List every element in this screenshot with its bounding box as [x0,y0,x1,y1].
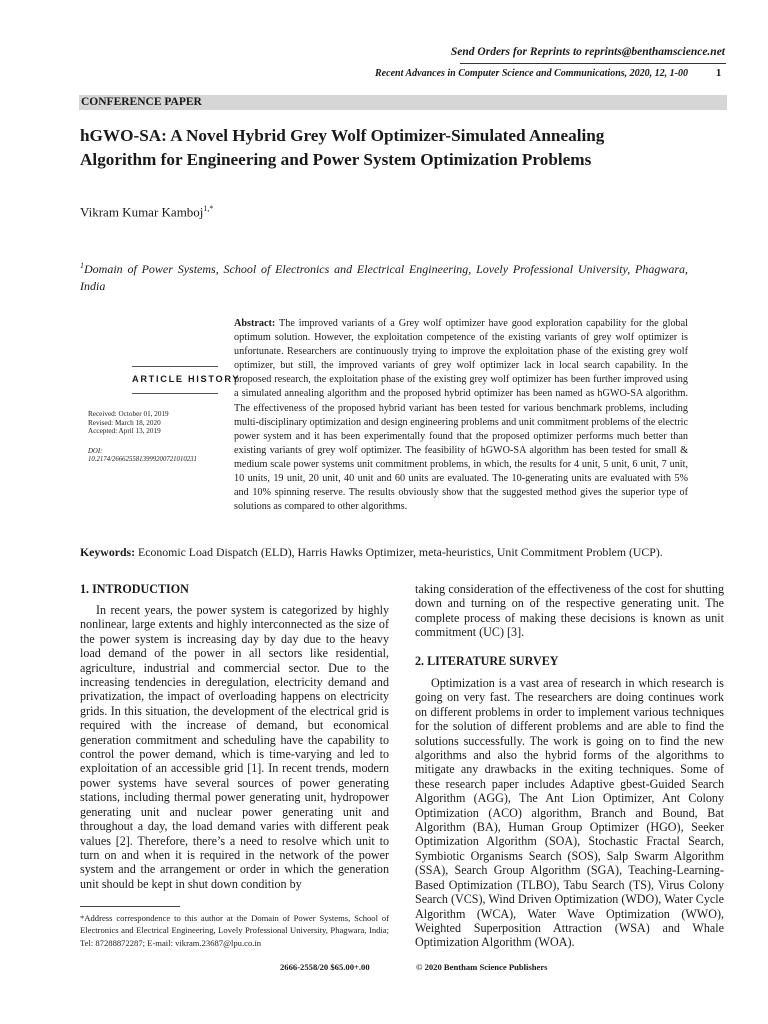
article-dates [88,410,169,436]
paper-type-banner: CONFERENCE PAPER [79,95,727,110]
literature-heading: 2. LITERATURE SURVEY [415,654,559,668]
doi-block [88,448,197,465]
accepted-date: Accepted: April 13, 2019 [88,427,161,436]
abstract [234,317,688,514]
literature-paragraph: Optimization is a vast area of research in which research is going on very fast. The researchers are doing continues work on different problems in order to implement various techniques for the solution of different problems and are able to find the solutions successfully. The work is going on to find the new algorithms and also the hybrid forms of the algorithms to mitigate any drawbacks in the exiting techniques. Some of these research paper includes Adaptive gbest-Guided Search Algorithm (AGG), The Ant Lion Optimizer, Ant Colony Optimization (ACO) algorithm, Branch and Bound, Bat Algorithm (BA), Human Group Optimizer (HGO), Seeker Optimization Algorithm (SOA), Stochastic Fractal Search, Symbiotic Organisms Search (SOS), Salp Swarm Algorithm (SSA), Search Group Algorithm (SGA), Teaching-Learning-Based Optimization (TLBO), Tabu Search (TS), Virus Colony Search (VCS), Wind Driven Optimization (WDO), Water Cycle Algorithm (WCA), Water Wave Optimization (WWO), Weighted Superposition Attraction (WSA) and Whale Optimization Algorithm (WOA). [415,676,724,950]
author [80,204,213,220]
journal-citation: Recent Advances in Computer Science and Communications, 2020, 12, 1-00 [375,68,688,79]
introduction-paragraph: In recent years, the power system is categorized by highly nonlinear, large extents and highly interconnected as the size of the power system is increasing day by day due to the heavy load demand of the power in all sectors like residential, agriculture, industrial and commercial sector. Due to the increasing tendencies in deregulation, electricity demand and privatization, the impact of overloading happens on electricity grids. In this situation, the development of the electrical grid is required with the increase of demand, but economical generation commitment and scheduling have the capability to control the power demand, which is time-varying and led to exploitation of an accessible grid [1]. In recent trends, modern power systems have several sources of power generating stations, including thermal power generating unit, hydropower generating unit and nuclear power generating unit and throughout a day, the load demand varies with different peak values [2]. Therefore, there’s a need to resolve which unit to turn on and when it is required in the network of the power system and the arrangement or order in which the generation unit should be kept in shut down condition by [80,603,389,891]
title-line-1: hGWO-SA: A Novel Hybrid Grey Wolf Optimizer-Simulated Annealing [80,126,605,145]
introduction-body [80,603,389,891]
affiliation-superscript: 1 [80,261,84,270]
title-line-2: Algorithm for Engineering and Power System Optimization Problems [80,150,592,169]
introduction-continued-paragraph: taking consideration of the effectiveness of the cost for shutting down and turning on of the respective generating unit. The complete process of making these decisions is known as unit commitment (UC) [3]. [415,582,724,640]
footnote-rule [80,906,180,907]
doi-link[interactable]: 10.2174/2666255813999200721010231 [88,456,197,464]
keywords-label: Keywords: [80,545,136,559]
affiliation-text: Domain of Power Systems, School of Electronics and Electrical Engineering, Lovely Professional University, Phagwara, India [80,262,688,293]
affiliation [80,257,688,295]
keywords [80,545,730,560]
copyright: © 2020 Bentham Science Publishers [416,962,548,972]
article-history-heading: ARTICLE HISTORY [132,374,241,384]
page-number: 1 [716,68,722,79]
revised-date: Revised: March 18, 2020 [88,418,161,427]
history-rule-top [132,366,218,367]
paper-title [80,124,730,172]
correspondence-footnote: *Address correspondence to this author at the Domain of Power Systems, School of Electronics and Electrical Engineering, Lovely Professional University, Phagwara, India; Tel: 87288872287; E-mail: vikram.23687@lpu.co.in [80,913,389,948]
introduction-heading: 1. INTRODUCTION [80,582,189,596]
header-rule [460,63,726,64]
author-name: Vikram Kumar Kamboj [80,204,204,220]
keywords-text: Economic Load Dispatch (ELD), Harris Hawks Optimizer, meta-heuristics, Unit Commitment Problem (UCP). [138,545,663,559]
doi-label: DOI: [88,448,103,455]
reprints-notice: Send Orders for Reprints to reprints@benthamscience.net [450,46,725,58]
abstract-label: Abstract: [234,318,276,329]
abstract-text: The improved variants of a Grey wolf optimizer have good exploration capability for the global optimum solution. However, the exploitation competence of the existing variants of grey wolf optimizer is unfortunate. Researchers are continuously trying to improve the exploitation phase of the existing grey wolf optimizer, but still, the improved variants of grey wolf optimizer lack in local search capability. In the proposed research, the exploitation phase of the existing grey wolf optimizer has been further improved using a simulated annealing algorithm and the proposed hybrid optimizer has been named as hGWO-SA algorithm. The effectiveness of the proposed hybrid variant has been tested for various benchmark problems, including multi-disciplinary optimization and design engineering problems and unit commitment problems of the electric power system and it has been experimentally found that the proposed optimizer performs much better than existing variants of grey wolf optimizer. The feasibility of hGWO-SA algorithm has been tested for small & medium scale power systems unit commitment problems, in which, the results for 4 unit, 5 unit, 6 unit, 7 unit, 10 units, 19 unit, 20 unit, 40 unit and 60 units are evaluated. The 10-generating units are evaluated with 5% and 10% spinning reserve. The results obviously show that the suggested method gives the superior type of solutions as compared to other algorithms. [234,318,688,513]
literature-body [415,676,724,950]
received-date: Received: October 01, 2019 [88,410,169,418]
history-rule-bottom [132,393,218,394]
author-superscript: 1,* [203,204,214,213]
issn-price: 2666-2558/20 $65.00+.00 [280,962,370,972]
introduction-continued [415,582,724,640]
